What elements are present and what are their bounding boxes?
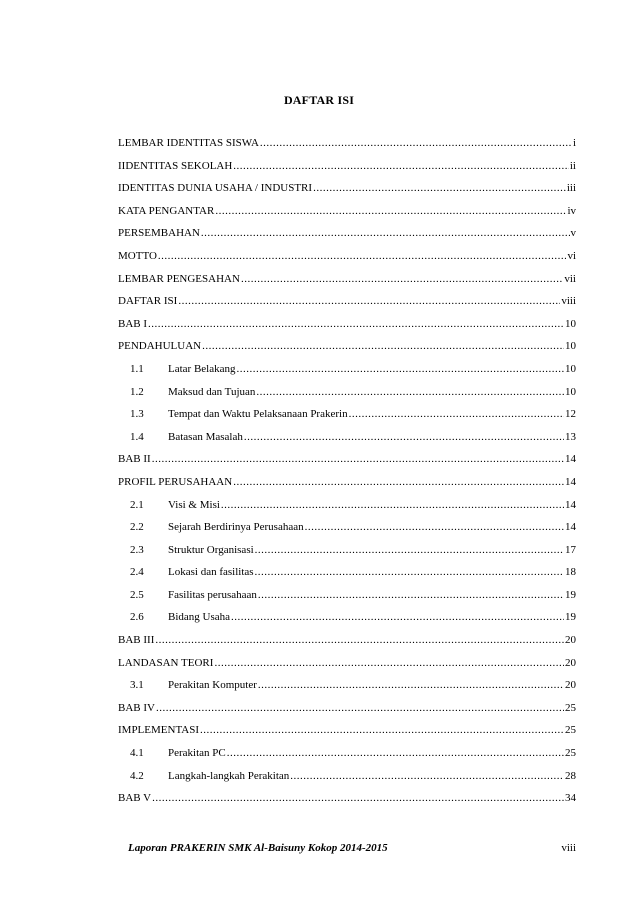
toc-entry-number: 2.5 [130, 588, 144, 601]
toc-entry-label: LEMBAR IDENTITAS SISWA [118, 137, 259, 149]
toc-entry [118, 629, 576, 652]
toc-entry-page: vi [567, 249, 576, 262]
toc-entry-page: 20 [565, 634, 576, 647]
toc-dot-leader [221, 494, 564, 517]
toc-entry-number: 2.2 [130, 521, 144, 534]
toc-entry-number: 2.4 [130, 566, 144, 579]
toc-entry-page: 17 [565, 543, 576, 556]
toc-entry [118, 787, 576, 810]
toc-dot-leader [178, 290, 560, 313]
toc-entry [118, 606, 576, 629]
toc-entry-page: 18 [565, 566, 576, 579]
toc-entry [118, 268, 576, 291]
toc-entry-page: viii [561, 295, 576, 308]
toc-entry-label: MOTTO [118, 249, 157, 262]
page-title: DAFTAR ISI [283, 93, 355, 107]
toc-entry-number: 4.2 [130, 769, 144, 782]
toc-entry-page: i [572, 137, 576, 149]
toc-entry [118, 358, 576, 381]
toc-entry-page: 28 [565, 769, 576, 782]
toc-entry-page: 13 [565, 430, 576, 443]
toc-dot-leader [233, 155, 569, 178]
toc-entry [118, 652, 576, 675]
toc-entry-page: 14 [565, 498, 576, 511]
toc-entry-page: iii [566, 182, 576, 195]
toc-entry [118, 561, 576, 584]
toc-entry-label: Langkah-langkah Perakitan [168, 769, 290, 782]
toc-entry-number: 1.4 [130, 430, 144, 443]
toc-entry [118, 494, 576, 517]
toc-entry-number: 1.1 [130, 362, 144, 375]
toc-entry-label: KATA PENGANTAR [118, 204, 215, 217]
toc-entry [118, 177, 576, 200]
toc-dot-leader [200, 719, 564, 742]
toc-entry [118, 200, 576, 223]
toc-entry [118, 765, 576, 788]
toc-entry-label: Latar Belakang [168, 362, 236, 375]
toc-entry-label: Perakitan PC [168, 747, 226, 760]
footer-report-title: Laporan PRAKERIN SMK Al-Baisuny Kokop 2014-2015 [128, 842, 388, 854]
toc-entry [118, 697, 576, 720]
toc-entry-label: LANDASAN TEORI [118, 656, 214, 669]
toc-entry-page: 10 [565, 362, 576, 375]
toc-entry [118, 381, 576, 404]
toc-entry-label: IDENTITAS DUNIA USAHA / INDUSTRI [118, 182, 313, 195]
toc-entry-page: v [570, 227, 576, 240]
toc-entry-page: 14 [565, 453, 576, 466]
toc-dot-leader [158, 245, 567, 268]
toc-entry-page: 10 [565, 317, 576, 330]
toc-entry-page: 20 [565, 656, 576, 669]
toc-entry-number: 1.2 [130, 385, 144, 398]
toc-entry-label: Perakitan Komputer [168, 679, 257, 692]
toc-entry-label: Lokasi dan fasilitas [168, 566, 254, 579]
toc-dot-leader [227, 742, 564, 765]
toc-entry-label: Visi & Misi [168, 498, 220, 511]
toc-entry-label: Batasan Masalah [168, 430, 243, 443]
toc-dot-leader [201, 222, 570, 245]
toc-entry-page: 12 [565, 408, 576, 421]
toc-entry-page: ii [569, 159, 576, 172]
toc-dot-leader [152, 787, 564, 810]
toc-entry-label: LEMBAR PENGESAHAN [118, 272, 240, 285]
toc-entry-label: BAB II [118, 453, 151, 466]
toc-entry-label: PROFIL PERUSAHAAN [118, 475, 233, 488]
toc-entry-label: BAB I [118, 317, 148, 330]
toc-dot-leader [313, 177, 566, 200]
toc-dot-leader [215, 200, 566, 223]
toc-entry-page: 20 [565, 679, 576, 692]
toc-entry-label: IIDENTITAS SEKOLAH [118, 159, 233, 172]
toc-dot-leader [233, 471, 564, 494]
toc-entry [118, 132, 576, 155]
toc-dot-leader [214, 652, 564, 675]
toc-entry [118, 290, 576, 313]
toc-entry [118, 426, 576, 449]
toc-entry-label: PENDAHULUAN [118, 340, 202, 353]
toc-entry-label: DAFTAR ISI [118, 295, 178, 308]
toc-entry-page: 10 [565, 340, 576, 353]
toc-entry-page: 34 [565, 792, 576, 805]
toc-entry-page: iv [567, 204, 576, 217]
toc-dot-leader [349, 403, 564, 426]
toc-entry-page: vii [564, 272, 576, 285]
toc-dot-leader [260, 132, 572, 155]
toc-entry [118, 155, 576, 178]
toc-entry [118, 448, 576, 471]
toc-entry-label: IMPLEMENTASI [118, 724, 200, 737]
toc-dot-leader [258, 584, 564, 607]
toc-entry [118, 516, 576, 539]
toc-entry-label: Struktur Organisasi [168, 543, 254, 556]
toc-dot-leader [244, 426, 564, 449]
toc-entry-page: 14 [565, 521, 576, 534]
toc-entry-page: 25 [565, 747, 576, 760]
toc-entry [118, 335, 576, 358]
toc-dot-leader [148, 313, 564, 336]
toc-dot-leader [258, 674, 564, 697]
toc-dot-leader [241, 268, 563, 291]
toc-dot-leader [155, 629, 564, 652]
toc-dot-leader [237, 358, 565, 381]
toc-entry [118, 313, 576, 336]
toc-dot-leader [255, 539, 564, 562]
toc-entry [118, 539, 576, 562]
toc-dot-leader [255, 561, 564, 584]
toc-entry-label: Bidang Usaha [168, 611, 231, 624]
toc-dot-leader [256, 381, 564, 404]
toc-entry-number: 4.1 [130, 747, 144, 760]
toc-entry-label: Sejarah Berdirinya Perusahaan [168, 521, 304, 534]
toc-dot-leader [290, 765, 564, 788]
table-of-contents [118, 132, 576, 810]
toc-entry-label: Fasilitas perusahaan [168, 588, 257, 601]
toc-entry [118, 719, 576, 742]
toc-entry [118, 245, 576, 268]
toc-entry-label: Tempat dan Waktu Pelaksanaan Prakerin [168, 408, 348, 421]
toc-dot-leader [202, 335, 564, 358]
toc-entry-label: PERSEMBAHAN [118, 227, 200, 240]
toc-entry [118, 742, 576, 765]
toc-dot-leader [231, 606, 564, 629]
toc-entry-page: 10 [565, 385, 576, 398]
toc-entry-page: 25 [565, 701, 576, 714]
toc-entry-number: 1.3 [130, 408, 144, 421]
toc-entry [118, 674, 576, 697]
toc-entry [118, 222, 576, 245]
toc-entry-label: BAB V [118, 792, 152, 805]
toc-entry-label: BAB IV [118, 701, 155, 714]
toc-entry-label: BAB III [118, 634, 155, 647]
toc-entry-page: 14 [565, 475, 576, 488]
toc-dot-leader [156, 697, 564, 720]
toc-entry-page: 25 [565, 724, 576, 737]
toc-entry-page: 19 [565, 611, 576, 624]
toc-entry-number: 2.6 [130, 611, 144, 624]
toc-dot-leader [305, 516, 564, 539]
toc-entry [118, 403, 576, 426]
toc-entry-label: Maksud dan Tujuan [168, 385, 256, 398]
toc-entry [118, 471, 576, 494]
toc-dot-leader [152, 448, 564, 471]
toc-entry-number: 3.1 [130, 679, 144, 692]
toc-entry-number: 2.1 [130, 498, 144, 511]
toc-entry-page: 19 [565, 588, 576, 601]
toc-entry [118, 584, 576, 607]
toc-entry-number: 2.3 [130, 543, 144, 556]
footer-page-number: viii [561, 842, 576, 854]
